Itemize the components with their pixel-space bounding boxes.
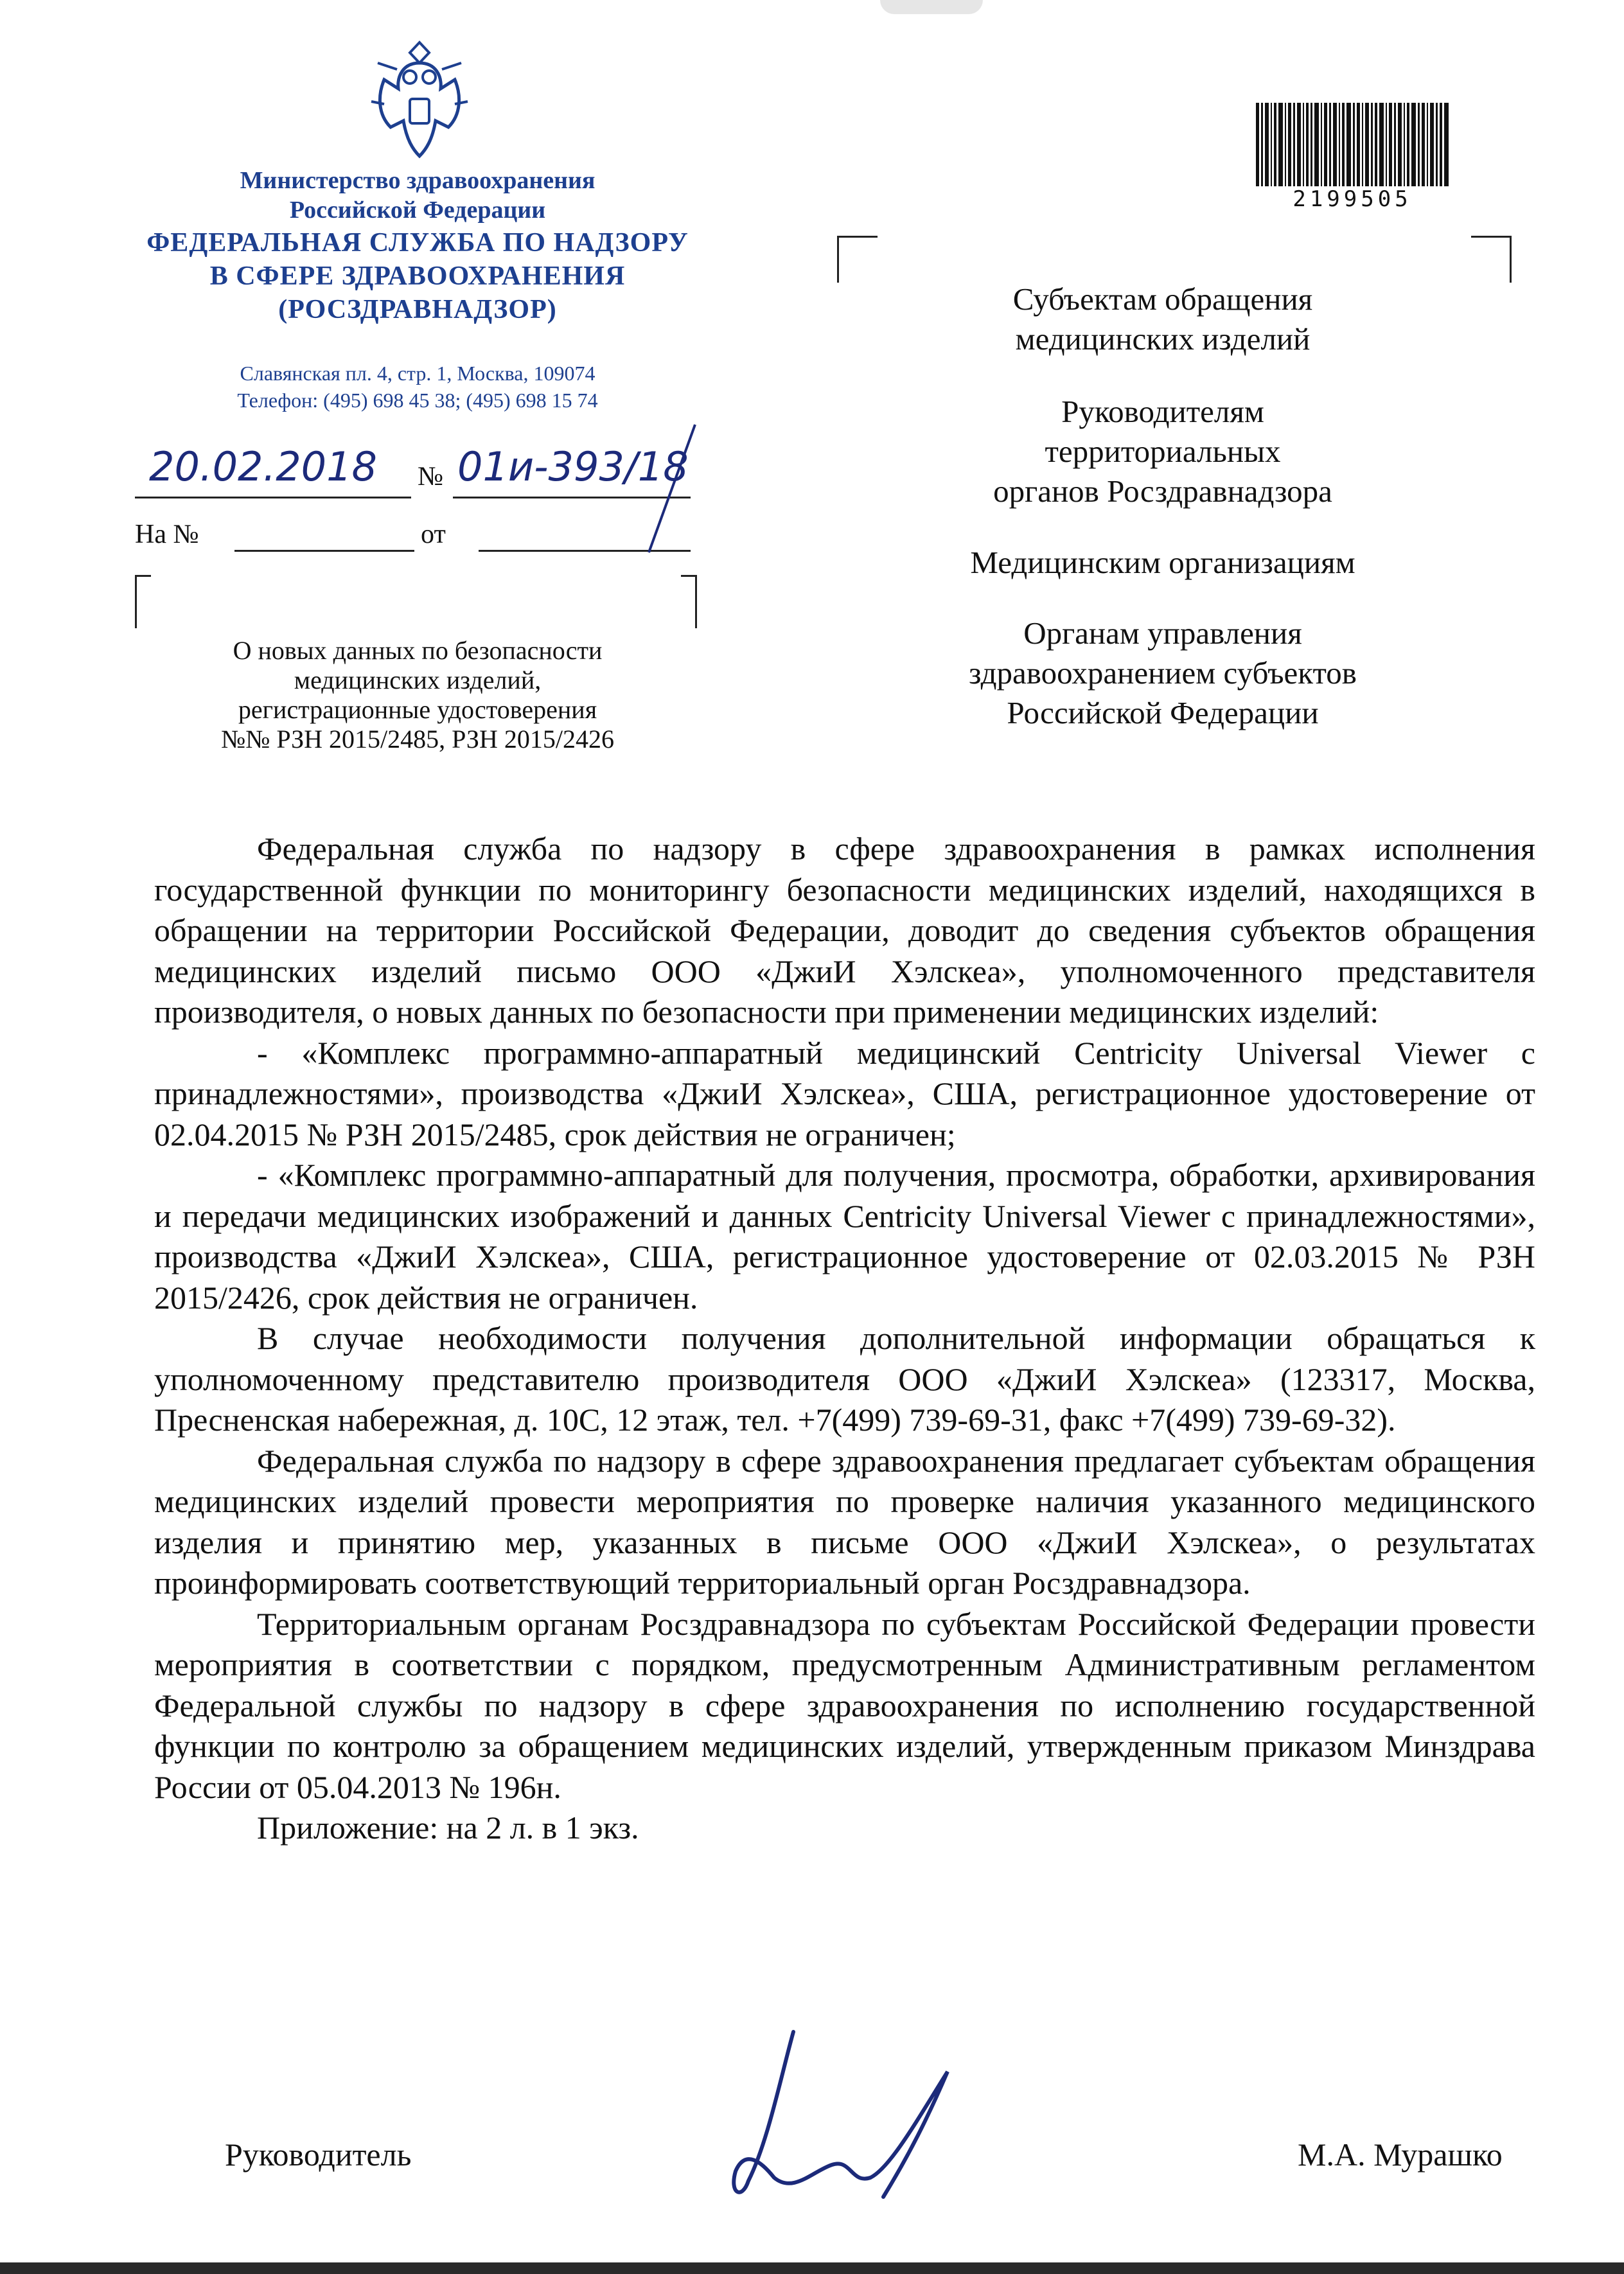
service-line: (РОСЗДРАВНАДЗОР) [278,295,557,324]
recipient-block [887,279,1439,359]
handwritten-signature [716,2020,973,2213]
ministry-line: Российской Федерации [289,197,546,224]
body-paragraph: - «Комплекс программно-аппаратный для получения, просмотра, обработки, архивирования и передачи медицинских изображений и данных Centricity Universal Viewer с принадлежностями», производства «ДжиИ Хэлскеа», США, регистрационное удостоверение от 02.03.2015 № РЗН 2015/2426, срок действия не ограничен. [154,1157,1535,1316]
ministry-name [116,166,719,225]
body-paragraph: Федеральная служба по надзору в сфере здравоохранения в рамках исполнения государственной функции по мониторингу безопасности медицинских изделий, находящихся в обращении на территории Российской Федерации, доводит до сведения субъектов обращения медицинских изделий письмо ООО «ДжиИ Хэлскеа», уполномоченного представителя производителя, о новых данных по безопасности при применении медицинских изделий: [154,831,1535,1030]
barcode-number: 2199505 [1293,186,1412,212]
subject-line: регистрационные удостоверения [238,695,597,724]
service-name [96,226,739,326]
recipient-line: медицинских изделий [1015,321,1311,357]
recipient-line: Российской Федерации [1007,695,1319,730]
body-paragraph: - «Комплекс программно-аппаратный медицинский Centricity Universal Viewer с принадлежностями», производства «ДжиИ Хэлскеа», США, регистрационное удостоверение от 02.04.2015 № РЗН 2015/2485, срок действия не ограничен; [154,1034,1535,1152]
reply-from-label: от [421,520,446,549]
ministry-line: Министерство здравоохранения [240,167,596,194]
recipient-line: территориальных [1045,434,1281,469]
recipient-corner-left [837,236,878,283]
scan-bottom-edge [0,2262,1624,2274]
scan-smudge [880,0,983,14]
attachment-line: Приложение: на 2 л. в 1 экз. [257,1810,639,1846]
russian-coat-of-arms-icon [358,37,481,163]
recipient-line: Руководителям [1061,394,1264,429]
recipient-block [887,613,1439,733]
signatory-position: Руководитель [225,2137,412,2173]
recipient-line: органов Росздравнадзора [993,473,1332,509]
recipient-corner-right [1471,236,1512,283]
recipient-line: Медицинским организациям [970,545,1355,580]
number-label: № [418,462,444,491]
recipient-block [887,543,1439,583]
body-paragraph: Федеральная служба по надзору в сфере здравоохранения предлагает субъектам обращения медицинских изделий провести мероприятия по проверке наличия указанного медицинского изделия и принятию мер, указанных в письме ООО «ДжиИ Хэлскеа», о результатах проинформировать соответствующий территориальный орган Росздравнадзора. [154,1442,1535,1601]
body-paragraph: Территориальным органам Росздравнадзора по субъектам Российской Федерации провести мероприятия в соответствии с порядком, предусмотренным Административным регламентом Федеральной службы по надзору в сфере здравоохранения по исполнению государственной функции по контролю за обращением медицинских изделий, утвержденным приказом Минздрава России от 05.04.2013 № 196н. [154,1605,1535,1805]
subject-corner-right [681,575,697,628]
reply-number-underline [234,550,414,552]
date-underline [135,497,411,498]
recipient-block [887,392,1439,511]
phone-line: Телефон: (495) 698 45 38; (495) 698 15 74 [237,389,598,412]
signatory-name: М.А. Мурашко [1298,2137,1503,2173]
registration-date: 20.02.2018 [149,443,377,490]
barcode [1256,103,1449,186]
address-block [128,360,707,414]
recipient-line: Органам управления [1023,615,1302,651]
subject-line: О новых данных по безопасности [233,636,603,665]
recipient-line: здравоохранением субъектов [969,655,1357,691]
handwritten-slash [636,421,707,559]
body-paragraph: В случае необходимости получения дополнительной информации обращаться к уполномоченному представителю производителя ООО «ДжиИ Хэлскеа» (123317, Москва, Пресненская набережная, д. 10С, 12 этаж, тел. +7(499) 739-69-31, факс +7(499) 739-69-32). [154,1320,1535,1438]
service-line: В СФЕРЕ ЗДРАВООХРАНЕНИЯ [209,261,626,291]
registration-number: 01и-393/18 [457,443,689,490]
letter-body [154,829,1535,1849]
subject-line: медицинских изделий, [294,665,542,694]
service-line: ФЕДЕРАЛЬНАЯ СЛУЖБА ПО НАДЗОРУ [146,228,689,258]
reply-number-label: На № [135,520,199,549]
letter-subject [128,636,707,754]
address-line: Славянская пл. 4, стр. 1, Москва, 109074 [240,362,596,385]
recipient-line: Субъектам обращения [1012,281,1313,317]
subject-line: №№ РЗН 2015/2485, РЗН 2015/2426 [221,725,614,754]
subject-corner-left [135,575,151,628]
